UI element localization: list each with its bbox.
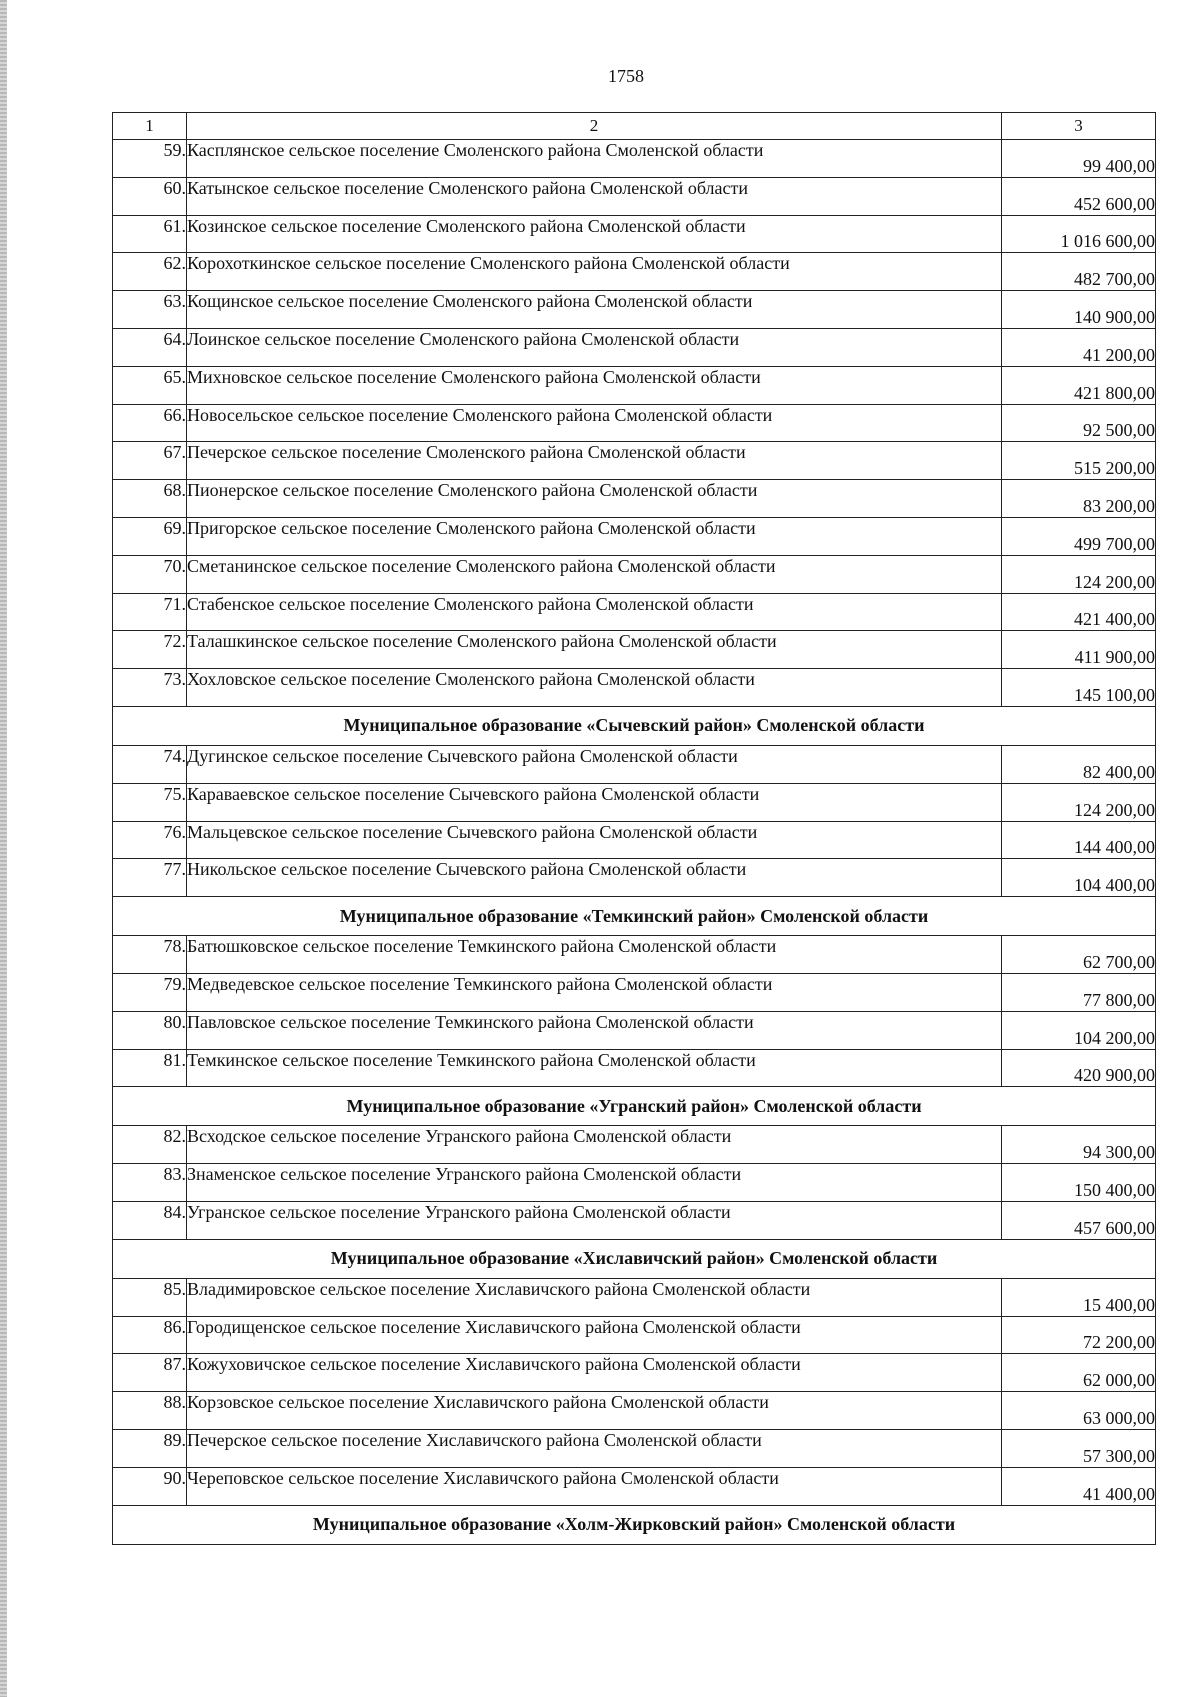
row-number: 64. (113, 328, 187, 366)
settlement-name: Пионерское сельское поселение Смоленского района Смоленской области (187, 480, 1002, 518)
settlement-name: Печерское сельское поселение Смоленского района Смоленской области (187, 442, 1002, 480)
row-number: 86. (113, 1316, 187, 1354)
row-number: 68. (113, 480, 187, 518)
section-header-row (113, 1087, 1156, 1126)
settlement-name: Касплянское сельское поселение Смоленского района Смоленской области (187, 140, 1002, 178)
settlement-name: Череповское сельское поселение Хиславичского района Смоленской области (187, 1467, 1002, 1505)
row-number: 62. (113, 253, 187, 291)
row-number: 81. (113, 1049, 187, 1087)
table-row (113, 517, 1156, 555)
amount: 421 400,00 (1002, 593, 1156, 631)
section-title: Муниципальное образование «Сычевский район» Смоленской области (113, 706, 1156, 745)
amount: 150 400,00 (1002, 1164, 1156, 1202)
row-number: 78. (113, 936, 187, 974)
table-row (113, 1049, 1156, 1087)
section-title: Муниципальное образование «Хиславичский район» Смоленской области (113, 1239, 1156, 1278)
table-row (113, 745, 1156, 783)
settlement-name: Темкинское сельское поселение Темкинского района Смоленской области (187, 1049, 1002, 1087)
settlement-name: Всходское сельское поселение Угранского района Смоленской области (187, 1126, 1002, 1164)
row-number: 84. (113, 1201, 187, 1239)
table-row (113, 328, 1156, 366)
amount: 144 400,00 (1002, 821, 1156, 859)
settlement-name: Катынское сельское поселение Смоленского района Смоленской области (187, 177, 1002, 215)
amount: 420 900,00 (1002, 1049, 1156, 1087)
amount: 72 200,00 (1002, 1316, 1156, 1354)
page-number: 1758 (608, 66, 644, 86)
settlement-name: Новосельское сельское поселение Смоленского района Смоленской области (187, 404, 1002, 442)
amount: 145 100,00 (1002, 669, 1156, 707)
settlement-name: Владимировское сельское поселение Хиславичского района Смоленской области (187, 1278, 1002, 1316)
settlement-name: Медведевское сельское поселение Темкинского района Смоленской области (187, 973, 1002, 1011)
amount: 41 400,00 (1002, 1467, 1156, 1505)
row-number: 82. (113, 1126, 187, 1164)
table-row (113, 669, 1156, 707)
amount: 62 700,00 (1002, 936, 1156, 974)
table-row (113, 1126, 1156, 1164)
row-number: 71. (113, 593, 187, 631)
amount: 124 200,00 (1002, 555, 1156, 593)
row-number: 89. (113, 1429, 187, 1467)
settlement-name: Кожуховичское сельское поселение Хиславичского района Смоленской области (187, 1354, 1002, 1392)
row-number: 63. (113, 291, 187, 329)
column-header-number: 1 (113, 113, 187, 140)
settlement-name: Козинское сельское поселение Смоленского района Смоленской области (187, 215, 1002, 253)
row-number: 75. (113, 783, 187, 821)
amount: 482 700,00 (1002, 253, 1156, 291)
amount: 457 600,00 (1002, 1201, 1156, 1239)
table-row (113, 1164, 1156, 1202)
amount: 15 400,00 (1002, 1278, 1156, 1316)
amount: 92 500,00 (1002, 404, 1156, 442)
table-row (113, 973, 1156, 1011)
section-header-row (113, 706, 1156, 745)
settlement-name: Стабенское сельское поселение Смоленского района Смоленской области (187, 593, 1002, 631)
row-number: 77. (113, 859, 187, 897)
table-row (113, 1429, 1156, 1467)
table-row (113, 859, 1156, 897)
amount: 124 200,00 (1002, 783, 1156, 821)
table-row (113, 480, 1156, 518)
amount: 515 200,00 (1002, 442, 1156, 480)
section-title: Муниципальное образование «Холм-Жирковский район» Смоленской области (113, 1505, 1156, 1544)
settlement-name: Сметанинское сельское поселение Смоленского района Смоленской области (187, 555, 1002, 593)
settlement-name: Пригорское сельское поселение Смоленского района Смоленской области (187, 517, 1002, 555)
table-row (113, 631, 1156, 669)
settlement-name: Павловское сельское поселение Темкинского района Смоленской области (187, 1011, 1002, 1049)
amount: 94 300,00 (1002, 1126, 1156, 1164)
table-row (113, 555, 1156, 593)
settlement-name: Корзовское сельское поселение Хиславичского района Смоленской области (187, 1392, 1002, 1430)
table-row (113, 177, 1156, 215)
settlement-name: Батюшковское сельское поселение Темкинского района Смоленской области (187, 936, 1002, 974)
amount: 63 000,00 (1002, 1392, 1156, 1430)
row-number: 88. (113, 1392, 187, 1430)
settlement-name: Мальцевское сельское поселение Сычевского района Смоленской области (187, 821, 1002, 859)
table-row (113, 783, 1156, 821)
amount: 57 300,00 (1002, 1429, 1156, 1467)
section-header-row (113, 1505, 1156, 1544)
amount: 421 800,00 (1002, 366, 1156, 404)
column-header-name: 2 (187, 113, 1002, 140)
row-number: 76. (113, 821, 187, 859)
table-row (113, 140, 1156, 178)
row-number: 59. (113, 140, 187, 178)
row-number: 83. (113, 1164, 187, 1202)
settlement-name: Городищенское сельское поселение Хиславичского района Смоленской области (187, 1316, 1002, 1354)
amount: 41 200,00 (1002, 328, 1156, 366)
amount: 104 200,00 (1002, 1011, 1156, 1049)
row-number: 90. (113, 1467, 187, 1505)
table-row (113, 821, 1156, 859)
row-number: 60. (113, 177, 187, 215)
table-body (113, 140, 1156, 1545)
table-row (113, 1278, 1156, 1316)
table-row (113, 1011, 1156, 1049)
settlement-name: Кощинское сельское поселение Смоленского района Смоленской области (187, 291, 1002, 329)
row-number: 66. (113, 404, 187, 442)
row-number: 80. (113, 1011, 187, 1049)
settlement-name: Печерское сельское поселение Хиславичского района Смоленской области (187, 1429, 1002, 1467)
settlement-name: Лоинское сельское поселение Смоленского района Смоленской области (187, 328, 1002, 366)
row-number: 61. (113, 215, 187, 253)
header-row (113, 113, 1156, 140)
row-number: 72. (113, 631, 187, 669)
row-number: 79. (113, 973, 187, 1011)
amount: 411 900,00 (1002, 631, 1156, 669)
settlement-name: Никольское сельское поселение Сычевского района Смоленской области (187, 859, 1002, 897)
row-number: 74. (113, 745, 187, 783)
amount: 82 400,00 (1002, 745, 1156, 783)
table-row (113, 593, 1156, 631)
settlement-name: Хохловское сельское поселение Смоленского района Смоленской области (187, 669, 1002, 707)
settlement-name: Михновское сельское поселение Смоленского района Смоленской области (187, 366, 1002, 404)
amount: 62 000,00 (1002, 1354, 1156, 1392)
table-row (113, 936, 1156, 974)
table-row (113, 1354, 1156, 1392)
settlement-name: Дугинское сельское поселение Сычевского района Смоленской области (187, 745, 1002, 783)
table-row (113, 1316, 1156, 1354)
scan-edge (0, 0, 7, 1697)
row-number: 87. (113, 1354, 187, 1392)
row-number: 67. (113, 442, 187, 480)
amount: 452 600,00 (1002, 177, 1156, 215)
settlement-name: Корохоткинское сельское поселение Смоленского района Смоленской области (187, 253, 1002, 291)
amount: 77 800,00 (1002, 973, 1156, 1011)
settlement-name: Знаменское сельское поселение Угранского района Смоленской области (187, 1164, 1002, 1202)
amount: 1 016 600,00 (1002, 215, 1156, 253)
settlement-name: Караваевское сельское поселение Сычевского района Смоленской области (187, 783, 1002, 821)
table-row (113, 1467, 1156, 1505)
table-row (113, 442, 1156, 480)
table-row (113, 1201, 1156, 1239)
amount: 499 700,00 (1002, 517, 1156, 555)
amount: 104 400,00 (1002, 859, 1156, 897)
settlement-name: Талашкинское сельское поселение Смоленского района Смоленской области (187, 631, 1002, 669)
settlement-name: Угранское сельское поселение Угранского района Смоленской области (187, 1201, 1002, 1239)
amount: 83 200,00 (1002, 480, 1156, 518)
row-number: 70. (113, 555, 187, 593)
table-row (113, 1392, 1156, 1430)
table-header (113, 113, 1156, 140)
table-row (113, 366, 1156, 404)
allocation-table (112, 112, 1156, 1545)
row-number: 65. (113, 366, 187, 404)
section-title: Муниципальное образование «Угранский район» Смоленской области (113, 1087, 1156, 1126)
row-number: 73. (113, 669, 187, 707)
row-number: 85. (113, 1278, 187, 1316)
row-number: 69. (113, 517, 187, 555)
table-row (113, 215, 1156, 253)
section-title: Муниципальное образование «Темкинский район» Смоленской области (113, 897, 1156, 936)
table-row (113, 253, 1156, 291)
amount: 140 900,00 (1002, 291, 1156, 329)
table-row (113, 291, 1156, 329)
section-header-row (113, 897, 1156, 936)
table-row (113, 404, 1156, 442)
column-header-amount: 3 (1002, 113, 1156, 140)
section-header-row (113, 1239, 1156, 1278)
amount: 99 400,00 (1002, 140, 1156, 178)
